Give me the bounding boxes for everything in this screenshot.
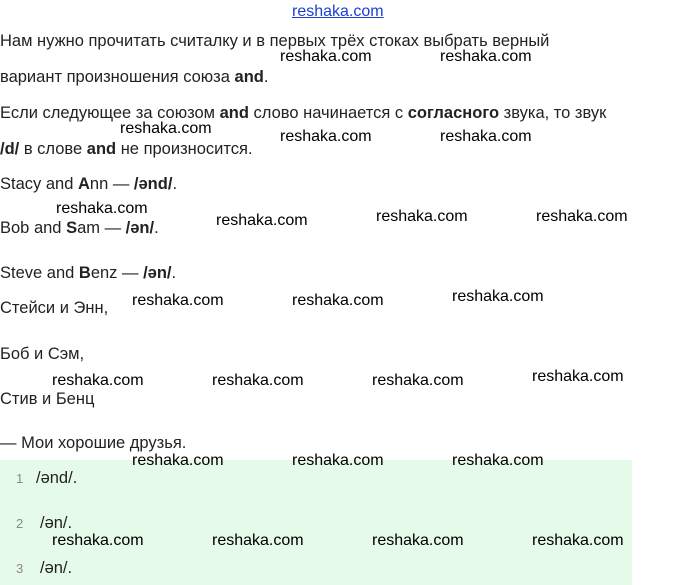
text: Если следующее за союзом [0,104,220,122]
watermark: reshaka.com [372,532,464,549]
watermark: reshaka.com [536,208,628,225]
keyword-d: /d/ [0,140,20,158]
keyword-and: and [234,68,264,86]
answer-number: 3 [16,561,24,576]
keyword-consonant: согласного [407,104,500,122]
answers-block [0,460,632,585]
transcription: /ən/ [143,264,172,282]
first-letter: S [66,219,78,237]
translation-line-1: Стейси и Энн, [0,299,109,317]
keyword-and: and [86,140,117,158]
watermark: reshaka.com [292,452,384,469]
answer-number: 2 [16,516,24,531]
text: слово начинается с [248,104,408,122]
text: Bob and [0,219,67,237]
transcription: /ənd/ [133,175,173,193]
text: am — [77,219,126,237]
watermark: reshaka.com [132,292,224,309]
text: звука, то звук [499,104,607,122]
watermark: reshaka.com [120,120,212,137]
first-letter: B [78,264,91,282]
watermark: reshaka.com [372,372,464,389]
answer-text: /ən/. [40,514,73,532]
text: nn — [89,175,134,193]
intro-line-2 [0,68,268,88]
text: enz — [90,264,144,282]
watermark: reshaka.com [280,128,372,145]
watermark: reshaka.com [212,372,304,389]
text: не произносится. [116,140,253,158]
rhyme-line-2 [0,219,159,239]
text: . [171,264,177,282]
watermark: reshaka.com [532,532,624,549]
text: в слове [19,140,87,158]
rhyme-line-3 [0,264,176,284]
watermark: reshaka.com [52,372,144,389]
watermark: reshaka.com [280,48,372,65]
watermark-link[interactable]: reshaka.com [292,3,384,20]
watermark: reshaka.com [52,532,144,549]
answer-text: /ən/. [40,559,73,577]
watermark: reshaka.com [532,368,624,385]
text: . [154,219,159,237]
watermark: reshaka.com [212,532,304,549]
keyword-and: and [219,104,249,122]
transcription: /ən/ [125,219,155,237]
watermark: reshaka.com [216,212,308,229]
translation-line-3: Стив и Бенц [0,390,95,408]
watermark: reshaka.com [56,200,148,217]
text: вариант произношения союза [0,68,235,86]
watermark: reshaka.com [132,452,224,469]
watermark: reshaka.com [292,292,384,309]
answer-text: /ənd/. [36,469,78,487]
text: . [172,175,178,193]
text: Stacy and [0,175,78,193]
translation-line-4: — Мои хорошие друзья. [0,434,187,452]
rule-line-1 [0,104,606,124]
watermark: reshaka.com [452,452,544,469]
rule-line-2 [0,140,253,160]
translation-line-2: Боб и Сэм, [0,345,85,363]
intro-line-1: Нам нужно прочитать считалку и в первых трёх стоках выбрать верный [0,32,550,50]
watermark: reshaka.com [452,288,544,305]
text: . [263,68,269,86]
watermark: reshaka.com [440,48,532,65]
first-letter: A [77,175,90,193]
rhyme-line-1 [0,175,177,195]
watermark: reshaka.com [440,128,532,145]
watermark: reshaka.com [376,208,468,225]
text: Steve and [0,264,79,282]
answer-number: 1 [16,471,24,486]
